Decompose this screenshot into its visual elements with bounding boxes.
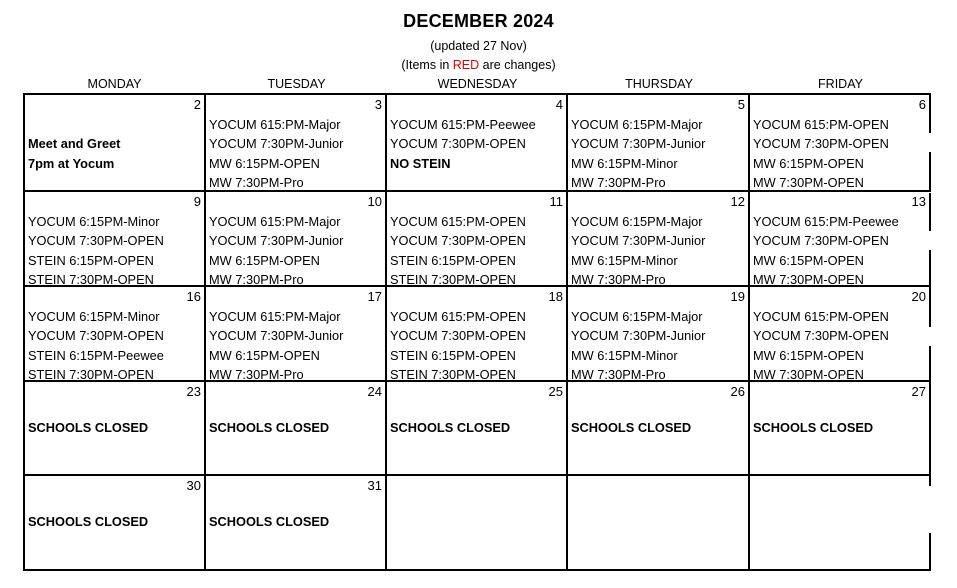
day-number: 13: [911, 194, 926, 209]
day-cell-week3-tuesday: [206, 287, 387, 382]
event-list: [28, 212, 202, 290]
event-line: MW 7:30PM-OPEN: [753, 175, 864, 191]
day-cell-week2-tuesday: [206, 192, 387, 287]
event-line: 7pm at Yocum: [28, 155, 115, 171]
event-line: STEIN 6:15PM-OPEN: [390, 252, 516, 268]
event-line: MW 6:15PM-OPEN: [209, 347, 320, 363]
day-cell-week3-monday: [25, 287, 206, 382]
event-line: YOCUM 7:30PM-Junior: [209, 233, 344, 249]
event-line: YOCUM 615:PM-OPEN: [390, 309, 526, 324]
event-line: MW 7:30PM-Pro: [209, 367, 304, 383]
event-line: YOCUM 6:15PM-Major: [571, 309, 703, 324]
day-number: 10: [367, 194, 382, 209]
day-number: 20: [911, 289, 926, 304]
day-number: 31: [367, 478, 382, 493]
event-line: YOCUM 615:PM-Peewee: [390, 117, 536, 132]
day-cell-week5-friday: [750, 476, 931, 571]
right-border-segment: [929, 386, 931, 486]
day-number: 2: [193, 97, 201, 112]
schools-closed-label: SCHOOLS CLOSED: [209, 420, 330, 435]
event-line: MW 6:15PM-OPEN: [753, 155, 864, 171]
event-line: YOCUM 7:30PM-OPEN: [28, 328, 164, 344]
day-header-thursday: THURSDAY: [625, 77, 693, 91]
day-cell-week3-wednesday: [387, 287, 568, 382]
event-line: YOCUM 7:30PM-Junior: [209, 328, 344, 344]
event-list: [390, 212, 564, 290]
event-line: STEIN 7:30PM-OPEN: [390, 272, 516, 288]
event-line: YOCUM 6:15PM-Major: [571, 117, 703, 132]
event-line: MW 7:30PM-Pro: [571, 272, 666, 288]
right-border-segment: [929, 152, 931, 192]
event-line: MW 6:15PM-OPEN: [753, 252, 864, 268]
event-line: MW 6:15PM-Minor: [571, 347, 678, 363]
right-border-segment: [929, 290, 931, 327]
day-cell-week2-friday: [750, 192, 931, 287]
event-line: YOCUM 615:PM-Major: [209, 117, 341, 132]
day-number: 25: [548, 384, 563, 399]
calendar-title: DECEMBER 2024: [403, 11, 554, 31]
day-cell-week3-thursday: [568, 287, 750, 382]
event-line: YOCUM 7:30PM-OPEN: [753, 136, 889, 152]
day-number: 9: [193, 194, 201, 209]
event-list: [209, 307, 383, 385]
day-cell-week5-wednesday: [387, 476, 568, 571]
event-line: YOCUM 615:PM-OPEN: [753, 117, 889, 132]
schools-closed-label: SCHOOLS CLOSED: [28, 514, 149, 529]
day-number: 26: [730, 384, 745, 399]
day-header-tuesday: TUESDAY: [267, 77, 326, 91]
event-line: YOCUM 6:15PM-Major: [571, 214, 703, 229]
event-line: [28, 115, 202, 134]
day-cell-week1-tuesday: [206, 95, 387, 192]
event-list: [209, 212, 383, 290]
event-list: [571, 212, 746, 290]
event-line: YOCUM 7:30PM-OPEN: [390, 233, 526, 249]
day-number: 24: [367, 384, 382, 399]
event-line: YOCUM 615:PM-Major: [209, 309, 341, 324]
event-list: [28, 115, 202, 173]
schools-closed-label: SCHOOLS CLOSED: [209, 514, 330, 529]
day-cell-week5-monday: [25, 476, 206, 571]
schools-closed-label: SCHOOLS CLOSED: [753, 420, 874, 435]
event-list: [753, 307, 927, 385]
day-cell-week1-wednesday: [387, 95, 568, 192]
day-number: 3: [374, 97, 382, 112]
day-number: 30: [186, 478, 201, 493]
event-line: STEIN 7:30PM-OPEN: [28, 367, 154, 383]
event-line: MW 6:15PM-OPEN: [209, 155, 320, 171]
day-cell-week2-wednesday: [387, 192, 568, 287]
event-line: MW 7:30PM-Pro: [571, 175, 666, 191]
day-number: 17: [367, 289, 382, 304]
day-number: 18: [548, 289, 563, 304]
event-line: YOCUM 615:PM-OPEN: [753, 309, 889, 324]
event-list: [209, 115, 383, 193]
day-cell-week5-tuesday: [206, 476, 387, 571]
event-line: YOCUM 7:30PM-Junior: [571, 233, 706, 249]
changes-note-red-word: RED: [452, 58, 480, 72]
event-list: [571, 307, 746, 385]
right-border-segment: [929, 93, 931, 133]
day-number: 5: [737, 97, 745, 112]
schools-closed-label: SCHOOLS CLOSED: [390, 420, 511, 435]
day-header-monday: MONDAY: [87, 77, 142, 91]
event-line: YOCUM 7:30PM-OPEN: [28, 233, 164, 249]
day-cell-week1-friday: [750, 95, 931, 192]
changes-note: [0, 58, 957, 72]
event-line: MW 6:15PM-OPEN: [753, 347, 864, 363]
schools-closed-label: SCHOOLS CLOSED: [28, 420, 149, 435]
right-border-segment: [929, 533, 931, 571]
day-number: 4: [555, 97, 563, 112]
event-line: YOCUM 6:15PM-Minor: [28, 214, 160, 229]
event-line: YOCUM 615:PM-OPEN: [390, 214, 526, 229]
event-line: STEIN 6:15PM-OPEN: [390, 347, 516, 363]
day-cell-week1-thursday: [568, 95, 750, 192]
event-line: Meet and Greet: [28, 136, 121, 152]
event-line: YOCUM 7:30PM-OPEN: [390, 136, 526, 152]
event-line: MW 7:30PM-OPEN: [753, 272, 864, 288]
day-cell-week2-monday: [25, 192, 206, 287]
event-line: STEIN 7:30PM-OPEN: [28, 272, 154, 288]
day-cell-week4-wednesday: [387, 382, 568, 476]
event-line: YOCUM 7:30PM-Junior: [571, 136, 706, 152]
event-line: MW 6:15PM-Minor: [571, 155, 678, 171]
day-cell-week2-thursday: [568, 192, 750, 287]
event-line: YOCUM 615:PM-Peewee: [753, 214, 899, 229]
day-header-wednesday: WEDNESDAY: [437, 77, 518, 91]
day-cell-week4-monday: [25, 382, 206, 476]
event-line: MW 7:30PM-Pro: [209, 175, 304, 191]
day-header-friday: FRIDAY: [818, 77, 863, 91]
day-number: 23: [186, 384, 201, 399]
day-cell-week4-thursday: [568, 382, 750, 476]
day-cell-week4-friday: [750, 382, 931, 476]
right-border-segment: [929, 193, 931, 231]
event-list: [28, 307, 202, 385]
event-line: YOCUM 7:30PM-Junior: [571, 328, 706, 344]
event-line: STEIN 6:15PM-Peewee: [28, 347, 164, 363]
event-line: YOCUM 7:30PM-OPEN: [390, 328, 526, 344]
event-line: MW 6:15PM-OPEN: [209, 252, 320, 268]
event-list: [390, 307, 564, 385]
day-number: 12: [730, 194, 745, 209]
calendar-grid: [23, 93, 931, 571]
day-cell-week5-thursday: [568, 476, 750, 571]
event-line: YOCUM 615:PM-Major: [209, 214, 341, 229]
event-line: STEIN 6:15PM-OPEN: [28, 252, 154, 268]
right-border-segment: [929, 346, 931, 386]
updated-note: (updated 27 Nov): [430, 39, 527, 53]
day-number: 11: [549, 194, 563, 209]
changes-note-prefix: (Items in: [401, 58, 453, 72]
day-cell-week4-tuesday: [206, 382, 387, 476]
event-line: MW 7:30PM-Pro: [571, 367, 666, 383]
event-line: NO STEIN: [390, 155, 451, 171]
day-number: 6: [918, 97, 926, 112]
event-line: MW 7:30PM-Pro: [209, 272, 304, 288]
event-list: [753, 212, 927, 290]
right-border-segment: [929, 250, 931, 290]
event-line: YOCUM 7:30PM-OPEN: [753, 328, 889, 344]
event-line: YOCUM 7:30PM-Junior: [209, 136, 344, 152]
day-cell-week3-friday: [750, 287, 931, 382]
day-number: 27: [911, 384, 926, 399]
event-list: [571, 115, 746, 193]
event-list: [753, 115, 927, 193]
event-line: MW 6:15PM-Minor: [571, 252, 678, 268]
changes-note-suffix: are changes): [479, 58, 556, 72]
event-list: [390, 115, 564, 173]
event-line: MW 7:30PM-OPEN: [753, 367, 864, 383]
event-line: YOCUM 7:30PM-OPEN: [753, 233, 889, 249]
day-number: 19: [730, 289, 745, 304]
event-line: YOCUM 6:15PM-Minor: [28, 309, 160, 324]
schools-closed-label: SCHOOLS CLOSED: [571, 420, 692, 435]
day-number: 16: [186, 289, 201, 304]
event-line: STEIN 7:30PM-OPEN: [390, 367, 516, 383]
day-cell-week1-monday: [25, 95, 206, 192]
